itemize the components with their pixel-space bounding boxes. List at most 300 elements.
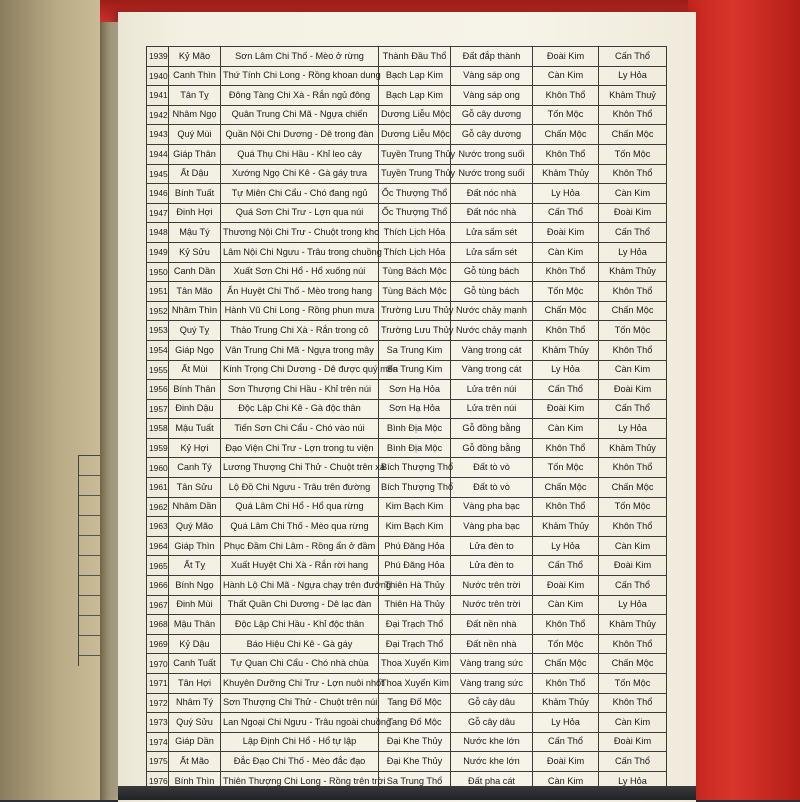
year-cell: 1959 (147, 438, 169, 458)
cung-male-cell: Ly Hỏa (533, 184, 599, 204)
year-cell: 1969 (147, 634, 169, 654)
menh-meaning-cell: Gỗ tùng bách (451, 262, 533, 282)
can-chi-cell: Mậu Tuất (169, 419, 221, 439)
cung-female-cell: Ly Hỏa (599, 771, 667, 791)
menh-cell: Bích Thượng Thổ (379, 458, 451, 478)
zodiac-name-cell: Đạo Viện Chi Trư - Lợn trong tu viện (221, 438, 379, 458)
zodiac-name-cell: Đông Tàng Chi Xà - Rắn ngủ đông (221, 86, 379, 106)
menh-cell: Tuyền Trung Thủy (379, 144, 451, 164)
table-row (147, 576, 667, 596)
zodiac-name-cell: Sơn Thượng Chi Hầu - Khỉ trên núi (221, 380, 379, 400)
cung-female-cell: Cấn Thổ (599, 576, 667, 596)
menh-meaning-cell: Đất nóc nhà (451, 184, 533, 204)
cung-female-cell: Càn Kim (599, 360, 667, 380)
cung-male-cell: Khôn Thổ (533, 86, 599, 106)
can-chi-cell: Tân Hợi (169, 674, 221, 694)
can-chi-cell: Nhâm Tý (169, 693, 221, 713)
zodiac-name-cell: Độc Lập Chi Kê - Gà độc thân (221, 399, 379, 419)
can-chi-cell: Canh Dần (169, 262, 221, 282)
year-cell: 1963 (147, 517, 169, 537)
cung-male-cell: Khôn Thổ (533, 674, 599, 694)
menh-cell: Kim Bạch Kim (379, 497, 451, 517)
cung-male-cell: Ly Hỏa (533, 360, 599, 380)
cung-male-cell: Khảm Thủy (533, 517, 599, 537)
can-chi-cell: Nhâm Ngọ (169, 105, 221, 125)
menh-cell: Sơn Hạ Hỏa (379, 399, 451, 419)
cung-male-cell: Càn Kim (533, 66, 599, 86)
year-cell: 1965 (147, 556, 169, 576)
table-row (147, 380, 667, 400)
menh-meaning-cell: Nước chảy mạnh (451, 301, 533, 321)
can-chi-cell: Ất Dậu (169, 164, 221, 184)
table-row (147, 615, 667, 635)
can-chi-cell: Tân Mão (169, 282, 221, 302)
cung-female-cell: Khảm Thủy (599, 438, 667, 458)
zodiac-name-cell: Quá Sơn Chi Trư - Lợn qua núi (221, 203, 379, 223)
year-cell: 1962 (147, 497, 169, 517)
year-cell: 1955 (147, 360, 169, 380)
year-cell: 1949 (147, 242, 169, 262)
cung-female-cell: Cấn Thổ (599, 47, 667, 67)
cung-female-cell: Càn Kim (599, 184, 667, 204)
table-row (147, 105, 667, 125)
cung-male-cell: Tốn Mộc (533, 282, 599, 302)
cung-male-cell: Tốn Mộc (533, 458, 599, 478)
table-row (147, 693, 667, 713)
table-row (147, 654, 667, 674)
cung-female-cell: Khảm Thuỷ (599, 86, 667, 106)
cung-male-cell: Đoài Kim (533, 47, 599, 67)
cung-male-cell: Khôn Thổ (533, 321, 599, 341)
year-cell: 1952 (147, 301, 169, 321)
can-chi-cell: Tân Sửu (169, 478, 221, 498)
year-cell: 1960 (147, 458, 169, 478)
year-cell: 1946 (147, 184, 169, 204)
cung-female-cell: Khôn Thổ (599, 634, 667, 654)
menh-meaning-cell: Đất tò vò (451, 458, 533, 478)
menh-meaning-cell: Đất nền nhà (451, 615, 533, 635)
cung-male-cell: Cấn Thổ (533, 556, 599, 576)
cung-male-cell: Khôn Thổ (533, 438, 599, 458)
cung-male-cell: Khôn Thổ (533, 144, 599, 164)
cung-male-cell: Đoài Kim (533, 576, 599, 596)
cung-female-cell: Chấn Mộc (599, 125, 667, 145)
menh-meaning-cell: Gỗ cây dương (451, 105, 533, 125)
zodiac-name-cell: Quá Thụ Chi Hầu - Khỉ leo cây (221, 144, 379, 164)
zodiac-name-cell: Quá Lâm Chi Thố - Mèo qua rừng (221, 517, 379, 537)
red-cover-edge (688, 0, 800, 800)
cung-female-cell: Đoài Kim (599, 732, 667, 752)
cung-male-cell: Đoài Kim (533, 399, 599, 419)
can-chi-cell: Đinh Hợi (169, 203, 221, 223)
menh-meaning-cell: Gỗ cây dương (451, 125, 533, 145)
cung-male-cell: Khôn Thổ (533, 615, 599, 635)
table-row (147, 536, 667, 556)
menh-cell: Bạch Lạp Kim (379, 86, 451, 106)
table-row (147, 360, 667, 380)
menh-meaning-cell: Lửa trên núi (451, 399, 533, 419)
cung-female-cell: Cấn Thổ (599, 223, 667, 243)
zodiac-name-cell: Tự Miên Chi Cẩu - Chó đang ngủ (221, 184, 379, 204)
table-row (147, 497, 667, 517)
cung-female-cell: Khôn Thổ (599, 164, 667, 184)
menh-cell: Đại Trạch Thổ (379, 615, 451, 635)
menh-meaning-cell: Nước khe lớn (451, 752, 533, 772)
menh-cell: Sơn Hạ Hỏa (379, 380, 451, 400)
menh-meaning-cell: Vàng trang sức (451, 674, 533, 694)
menh-meaning-cell: Vàng trong cát (451, 340, 533, 360)
table-row (147, 732, 667, 752)
can-chi-cell: Ất Mão (169, 752, 221, 772)
table-row (147, 184, 667, 204)
year-cell: 1966 (147, 576, 169, 596)
can-chi-cell: Đinh Mùi (169, 595, 221, 615)
year-cell: 1968 (147, 615, 169, 635)
zodiac-name-cell: Xướng Ngọ Chi Kê - Gà gáy trưa (221, 164, 379, 184)
year-cell: 1958 (147, 419, 169, 439)
menh-meaning-cell: Nước trong suối (451, 144, 533, 164)
table-row (147, 478, 667, 498)
cung-female-cell: Ly Hỏa (599, 419, 667, 439)
menh-cell: Thoa Xuyến Kim (379, 654, 451, 674)
menh-meaning-cell: Đất pha cát (451, 771, 533, 791)
zodiac-name-cell: Lập Định Chi Hổ - Hổ tự lập (221, 732, 379, 752)
menh-meaning-cell: Đất nóc nhà (451, 203, 533, 223)
cung-male-cell: Cấn Thổ (533, 203, 599, 223)
zodiac-name-cell: Thất Quần Chi Dương - Dê lạc đàn (221, 595, 379, 615)
table-row (147, 301, 667, 321)
menh-meaning-cell: Nước trong suối (451, 164, 533, 184)
cung-female-cell: Khảm Thủy (599, 262, 667, 282)
menh-cell: Bình Địa Mộc (379, 438, 451, 458)
zodiac-name-cell: Thảo Trung Chi Xà - Rắn trong cỏ (221, 321, 379, 341)
year-cell: 1940 (147, 66, 169, 86)
can-chi-cell: Giáp Dần (169, 732, 221, 752)
cung-male-cell: Chấn Mộc (533, 301, 599, 321)
menh-cell: Tùng Bách Mộc (379, 282, 451, 302)
zodiac-name-cell: Quá Lâm Chi Hổ - Hổ qua rừng (221, 497, 379, 517)
menh-meaning-cell: Vàng pha bạc (451, 517, 533, 537)
menh-cell: Trường Lưu Thủy (379, 321, 451, 341)
cung-female-cell: Ly Hỏa (599, 66, 667, 86)
table-row (147, 419, 667, 439)
zodiac-name-cell: Xuất Huyệt Chi Xà - Rắn rời hang (221, 556, 379, 576)
year-cell: 1951 (147, 282, 169, 302)
can-chi-cell: Canh Tuất (169, 654, 221, 674)
can-chi-cell: Kỷ Hợi (169, 438, 221, 458)
menh-meaning-cell: Vàng pha bạc (451, 497, 533, 517)
zodiac-name-cell: Ẩn Huyệt Chi Thố - Mèo trong hang (221, 282, 379, 302)
cung-female-cell: Khôn Thổ (599, 105, 667, 125)
menh-meaning-cell: Nước trên trời (451, 595, 533, 615)
cung-male-cell: Đoài Kim (533, 752, 599, 772)
can-chi-cell: Canh Tý (169, 458, 221, 478)
year-cell: 1975 (147, 752, 169, 772)
table-row (147, 86, 667, 106)
can-chi-cell: Tân Tỵ (169, 86, 221, 106)
year-cell: 1961 (147, 478, 169, 498)
zodiac-name-cell: Báo Hiệu Chi Kê - Gà gáy (221, 634, 379, 654)
zodiac-name-cell: Tự Quan Chi Cẩu - Chó nhà chùa (221, 654, 379, 674)
zodiac-name-cell: Quần Nội Chi Dương - Dê trong đàn (221, 125, 379, 145)
zodiac-name-cell: Vân Trung Chi Mã - Ngựa trong mây (221, 340, 379, 360)
left-page (0, 0, 105, 800)
menh-meaning-cell: Lửa sấm sét (451, 242, 533, 262)
table-row (147, 242, 667, 262)
zodiac-name-cell: Xuất Sơn Chi Hổ - Hổ xuống núi (221, 262, 379, 282)
year-cell: 1967 (147, 595, 169, 615)
cung-female-cell: Chấn Mộc (599, 478, 667, 498)
year-cell: 1948 (147, 223, 169, 243)
can-chi-cell: Giáp Thân (169, 144, 221, 164)
zodiac-name-cell: Khuyên Dưỡng Chi Trư - Lợn nuôi nhốt (221, 674, 379, 694)
zodiac-name-cell: Sơn Thượng Chi Thử - Chuột trên núi (221, 693, 379, 713)
cung-female-cell: Khôn Thổ (599, 340, 667, 360)
year-cell: 1944 (147, 144, 169, 164)
table-row (147, 321, 667, 341)
menh-cell: Tang Đố Mộc (379, 693, 451, 713)
year-cell: 1976 (147, 771, 169, 791)
menh-cell: Thoa Xuyến Kim (379, 674, 451, 694)
menh-meaning-cell: Nước chảy mạnh (451, 321, 533, 341)
zodiac-name-cell: Quân Trung Chi Mã - Ngựa chiến (221, 105, 379, 125)
zodiac-name-cell: Lộ Đồ Chi Ngưu - Trâu trên đường (221, 478, 379, 498)
menh-meaning-cell: Lửa đèn to (451, 536, 533, 556)
can-chi-cell: Đinh Dậu (169, 399, 221, 419)
zodiac-name-cell: Lâm Nội Chi Ngưu - Trâu trong chuồng (221, 242, 379, 262)
can-chi-cell: Bính Tuất (169, 184, 221, 204)
menh-cell: Thành Đầu Thổ (379, 47, 451, 67)
cung-male-cell: Càn Kim (533, 595, 599, 615)
menh-cell: Bình Địa Mộc (379, 419, 451, 439)
cung-female-cell: Chấn Mộc (599, 654, 667, 674)
can-chi-cell: Giáp Ngọ (169, 340, 221, 360)
cung-female-cell: Khôn Thổ (599, 693, 667, 713)
cung-female-cell: Ly Hỏa (599, 242, 667, 262)
menh-cell: Bích Thượng Thổ (379, 478, 451, 498)
cung-female-cell: Cấn Thổ (599, 752, 667, 772)
zodiac-name-cell: Đắc Đạo Chi Thố - Mèo đắc đạo (221, 752, 379, 772)
menh-meaning-cell: Gỗ cây dâu (451, 693, 533, 713)
cung-male-cell: Càn Kim (533, 242, 599, 262)
cung-male-cell: Đoài Kim (533, 223, 599, 243)
can-chi-cell: Giáp Thìn (169, 536, 221, 556)
table-row (147, 223, 667, 243)
can-chi-cell: Ất Mùi (169, 360, 221, 380)
zodiac-name-cell: Lan Ngoại Chi Ngưu - Trâu ngoài chuồng (221, 713, 379, 733)
cung-male-cell: Khảm Thủy (533, 340, 599, 360)
table-row (147, 517, 667, 537)
menh-cell: Ốc Thượng Thổ (379, 184, 451, 204)
menh-cell: Phú Đăng Hỏa (379, 536, 451, 556)
can-chi-cell: Quý Mùi (169, 125, 221, 145)
cung-female-cell: Khôn Thổ (599, 517, 667, 537)
table-row (147, 399, 667, 419)
menh-meaning-cell: Lửa trên núi (451, 380, 533, 400)
can-chi-cell: Bính Thân (169, 380, 221, 400)
cung-female-cell: Đoài Kim (599, 203, 667, 223)
menh-cell: Dương Liễu Mộc (379, 105, 451, 125)
table-row (147, 262, 667, 282)
can-chi-cell: Kỷ Dậu (169, 634, 221, 654)
cung-female-cell: Chấn Mộc (599, 301, 667, 321)
cung-male-cell: Càn Kim (533, 771, 599, 791)
menh-meaning-cell: Gỗ cây dâu (451, 713, 533, 733)
cung-male-cell: Khôn Thổ (533, 262, 599, 282)
table-row (147, 66, 667, 86)
cung-male-cell: Ly Hỏa (533, 713, 599, 733)
cung-female-cell: Khảm Thủy (599, 615, 667, 635)
menh-meaning-cell: Lửa đèn to (451, 556, 533, 576)
menh-cell: Dương Liễu Mộc (379, 125, 451, 145)
can-chi-cell: Nhâm Dần (169, 497, 221, 517)
can-chi-cell: Mậu Tý (169, 223, 221, 243)
menh-cell: Ốc Thượng Thổ (379, 203, 451, 223)
cung-female-cell: Càn Kim (599, 536, 667, 556)
can-chi-cell: Bính Ngọ (169, 576, 221, 596)
cung-male-cell: Tốn Mộc (533, 634, 599, 654)
menh-cell: Bạch Lạp Kim (379, 66, 451, 86)
cung-female-cell: Tốn Mộc (599, 497, 667, 517)
zodiac-name-cell: Thương Nội Chi Trư - Chuột trong kho (221, 223, 379, 243)
menh-meaning-cell: Đất nền nhà (451, 634, 533, 654)
year-cell: 1972 (147, 693, 169, 713)
cung-male-cell: Càn Kim (533, 419, 599, 439)
zodiac-name-cell: Kính Trọng Chi Dương - Dê được quý mến (221, 360, 379, 380)
table-row (147, 458, 667, 478)
menh-meaning-cell: Vàng trang sức (451, 654, 533, 674)
menh-cell: Đại Khe Thủy (379, 732, 451, 752)
menh-cell: Đại Trạch Thổ (379, 634, 451, 654)
cung-male-cell: Chấn Mộc (533, 654, 599, 674)
year-cell: 1943 (147, 125, 169, 145)
zodiac-name-cell: Lương Thượng Chi Thử - Chuột trên xà (221, 458, 379, 478)
year-cell: 1957 (147, 399, 169, 419)
can-chi-cell: Kỷ Sửu (169, 242, 221, 262)
zodiac-name-cell: Phục Đầm Chi Lâm - Rồng ẩn ở đầm (221, 536, 379, 556)
cung-female-cell: Tốn Mộc (599, 144, 667, 164)
cung-female-cell: Ly Hỏa (599, 595, 667, 615)
table-row (147, 203, 667, 223)
table-row (147, 438, 667, 458)
menh-cell: Tang Đố Mộc (379, 713, 451, 733)
zodiac-name-cell: Sơn Lâm Chi Thố - Mèo ở rừng (221, 47, 379, 67)
year-cell: 1939 (147, 47, 169, 67)
cung-female-cell: Đoài Kim (599, 556, 667, 576)
cung-female-cell: Đoài Kim (599, 380, 667, 400)
menh-cell: Thiên Hà Thủy (379, 595, 451, 615)
can-chi-cell: Ất Tỵ (169, 556, 221, 576)
table-row (147, 47, 667, 67)
can-chi-cell: Mậu Thân (169, 615, 221, 635)
menh-cell: Thích Lịch Hỏa (379, 242, 451, 262)
year-cell: 1953 (147, 321, 169, 341)
table-row (147, 164, 667, 184)
menh-cell: Kim Bạch Kim (379, 517, 451, 537)
can-chi-cell: Kỷ Mão (169, 47, 221, 67)
can-chi-cell: Quý Mão (169, 517, 221, 537)
menh-cell: Sa Trung Kim (379, 340, 451, 360)
cung-female-cell: Khôn Thổ (599, 282, 667, 302)
table-row (147, 144, 667, 164)
table-row (147, 282, 667, 302)
menh-meaning-cell: Vàng sáp ong (451, 86, 533, 106)
cung-female-cell: Tốn Mộc (599, 321, 667, 341)
menh-meaning-cell: Lửa sấm sét (451, 223, 533, 243)
cung-female-cell: Càn Kim (599, 713, 667, 733)
year-cell: 1970 (147, 654, 169, 674)
cung-male-cell: Chấn Mộc (533, 125, 599, 145)
year-cell: 1956 (147, 380, 169, 400)
menh-meaning-cell: Nước khe lớn (451, 732, 533, 752)
menh-meaning-cell: Gỗ đồng bằng (451, 419, 533, 439)
menh-cell: Sa Trung Kim (379, 360, 451, 380)
can-chi-cell: Quý Sửu (169, 713, 221, 733)
right-page (118, 12, 696, 802)
zodiac-name-cell: Thiên Thượng Chi Long - Rồng trên trời (221, 771, 379, 791)
menh-meaning-cell: Đất tò vò (451, 478, 533, 498)
year-cell: 1945 (147, 164, 169, 184)
menh-meaning-cell: Gỗ tùng bách (451, 282, 533, 302)
can-chi-cell: Quý Tỵ (169, 321, 221, 341)
zodiac-name-cell: Thứ Tính Chi Long - Rồng khoan dung (221, 66, 379, 86)
menh-cell: Trường Lưu Thủy (379, 301, 451, 321)
year-cell: 1954 (147, 340, 169, 360)
page-bottom-shadow (118, 786, 696, 800)
cung-male-cell: Tốn Mộc (533, 105, 599, 125)
year-cell: 1947 (147, 203, 169, 223)
cung-male-cell: Khôn Thổ (533, 497, 599, 517)
menh-meaning-cell: Gỗ đồng bằng (451, 438, 533, 458)
table-body (147, 47, 667, 792)
zodiac-name-cell: Hành Vũ Chi Long - Rồng phun mưa (221, 301, 379, 321)
cung-female-cell: Khôn Thổ (599, 458, 667, 478)
year-cell: 1942 (147, 105, 169, 125)
cung-male-cell: Cấn Thổ (533, 732, 599, 752)
menh-meaning-cell: Vàng sáp ong (451, 66, 533, 86)
menh-meaning-cell: Vàng trong cát (451, 360, 533, 380)
menh-cell: Thiên Hà Thủy (379, 576, 451, 596)
year-cell: 1964 (147, 536, 169, 556)
menh-meaning-cell: Nước trên trời (451, 576, 533, 596)
menh-cell: Tuyền Trung Thủy (379, 164, 451, 184)
menh-cell: Phú Đăng Hỏa (379, 556, 451, 576)
year-cell: 1941 (147, 86, 169, 106)
can-chi-cell: Nhâm Thìn (169, 301, 221, 321)
table-row (147, 556, 667, 576)
cung-male-cell: Khảm Thủy (533, 693, 599, 713)
table-row (147, 634, 667, 654)
cung-female-cell: Cấn Thổ (599, 399, 667, 419)
cung-male-cell: Chấn Mộc (533, 478, 599, 498)
zodiac-name-cell: Hành Lộ Chi Mã - Ngựa chạy trên đường (221, 576, 379, 596)
cung-female-cell: Tốn Mộc (599, 674, 667, 694)
table-row (147, 125, 667, 145)
table-row (147, 595, 667, 615)
table-row (147, 752, 667, 772)
table-row (147, 674, 667, 694)
cung-male-cell: Ly Hỏa (533, 536, 599, 556)
cung-male-cell: Khảm Thủy (533, 164, 599, 184)
menh-cell: Tùng Bách Mộc (379, 262, 451, 282)
can-chi-cell: Bính Thìn (169, 771, 221, 791)
zodiac-name-cell: Tiến Sơn Chi Cẩu - Chó vào núi (221, 419, 379, 439)
menh-meaning-cell: Đất đắp thành (451, 47, 533, 67)
table-row (147, 340, 667, 360)
menh-cell: Sa Trung Thổ (379, 771, 451, 791)
zodiac-year-table (146, 46, 667, 792)
year-cell: 1974 (147, 732, 169, 752)
